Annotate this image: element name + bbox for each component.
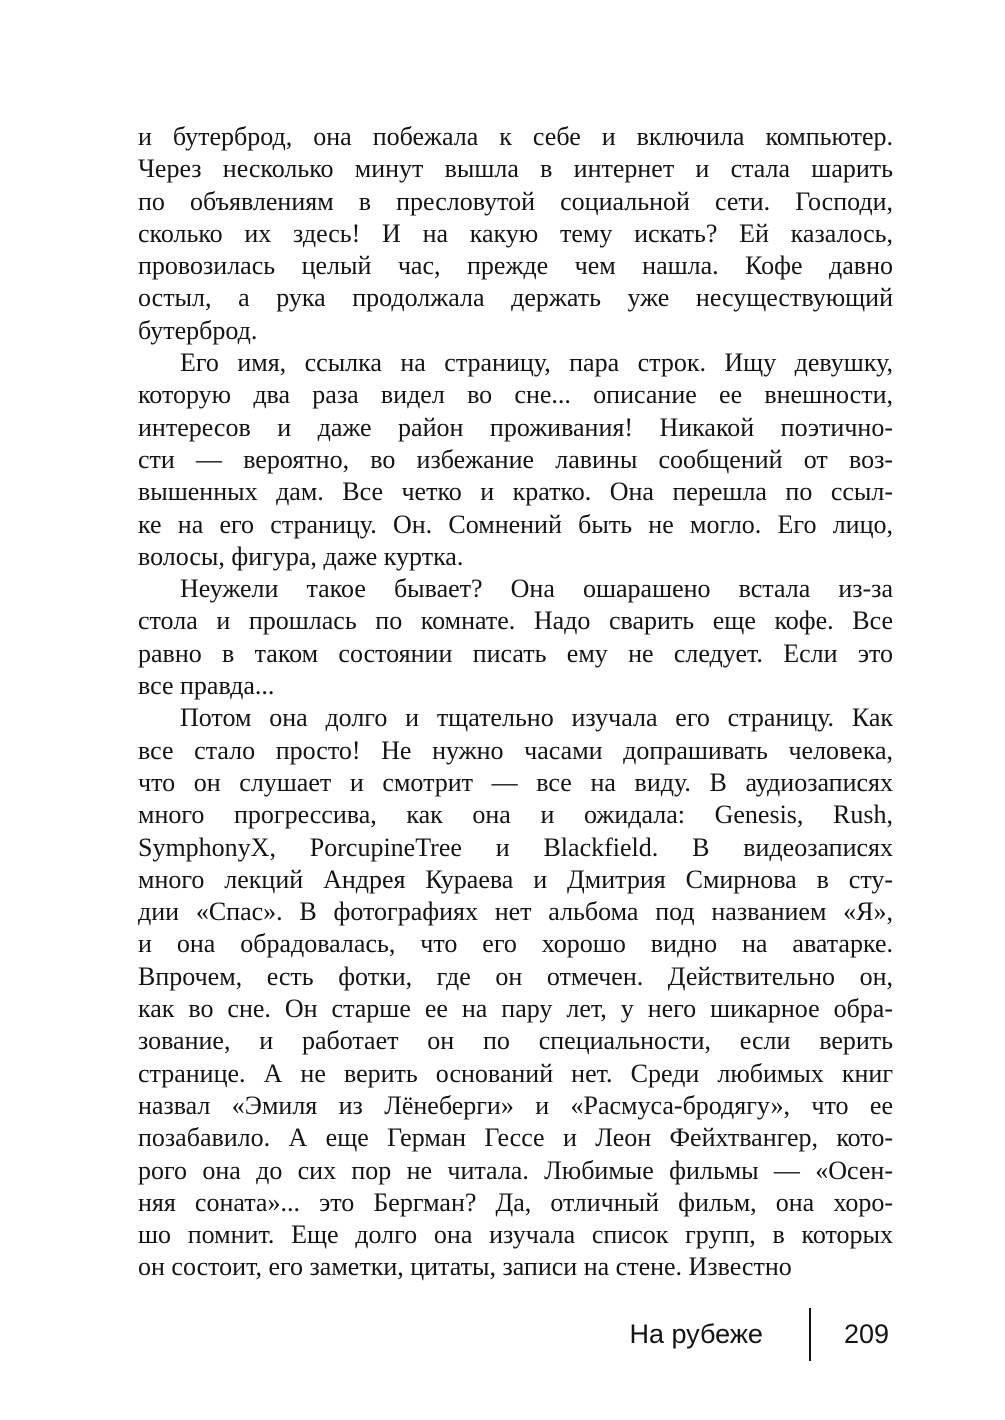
footer-divider-line	[809, 1308, 811, 1361]
text-line: бутерброд.	[138, 315, 258, 345]
page-text	[138, 121, 893, 1284]
text-line: Через несколько минут вышла в интернет и стала шарить	[138, 154, 893, 184]
text-line: по объявлениям в пресловутой социальной сети. Господи,	[138, 186, 893, 216]
text-line: Впрочем, есть фотки, где он отмечен. Действительно он,	[138, 961, 893, 991]
text-line: интересов и даже район проживания! Никакой поэтично-	[138, 412, 893, 442]
text-line: он состоит, его заметки, цитаты, записи на стене. Известно	[138, 1252, 792, 1282]
text-line: дии «Спас». В фотографиях нет альбома под названием «Я»,	[138, 897, 893, 927]
text-line: сти — вероятно, во избежание лавины сообщений от воз-	[138, 444, 893, 474]
text-line: ке на его страницу. Он. Сомнений быть не могло. Его лицо,	[138, 509, 893, 539]
page-footer	[138, 1307, 893, 1361]
text-line: провозилась целый час, прежде чем нашла. Кофе давно	[138, 251, 893, 281]
running-title: На рубеже	[629, 1318, 763, 1349]
text-line: странице. А не верить оснований нет. Среди любимых книг	[138, 1058, 893, 1088]
text-line: и она обрадовалась, что его хорошо видно на аватарке.	[138, 929, 893, 959]
text-line: Потом она долго и тщательно изучала его страницу. Как	[180, 703, 893, 733]
text-line: позабавило. А еще Герман Гессе и Леон Фейхтвангер, кото-	[138, 1123, 893, 1153]
text-line: стола и прошлась по комнате. Надо сварить еще кофе. Все	[138, 606, 893, 636]
page-number: 209	[843, 1318, 889, 1349]
text-line: все правда...	[138, 671, 275, 701]
text-line: много прогрессива, как она и ожидала: Genesis, Rush,	[138, 800, 893, 830]
text-line: рого она до сих пор не читала. Любимые фильмы — «Осен-	[138, 1155, 893, 1185]
text-line: Неужели такое бывает? Она ошарашено встала из-за	[180, 574, 893, 604]
text-line: которую два раза видел во сне... описание ее внешности,	[138, 380, 893, 410]
paragraph	[138, 702, 893, 1283]
paragraph	[138, 121, 893, 347]
text-line: назвал «Эмиля из Лёнеберги» и «Расмуса-бродягу», что ее	[138, 1090, 893, 1120]
text-line: вышенных дам. Все четко и кратко. Она перешла по ссыл-	[138, 477, 893, 507]
paragraph	[138, 347, 893, 573]
text-line: зование, и работает он по специальности, если верить	[138, 1026, 893, 1056]
text-line: няя соната»... это Бергман? Да, отличный фильм, она хоро-	[138, 1187, 893, 1217]
text-line: равно в таком состоянии писать ему не следует. Если это	[138, 638, 893, 668]
paragraph	[138, 573, 893, 702]
text-line: много лекций Андрея Кураева и Дмитрия Смирнова в сту-	[138, 864, 893, 894]
text-line: шо помнит. Еще долго она изучала список групп, в которых	[138, 1220, 893, 1250]
text-line: остыл, а рука продолжала держать уже несуществующий	[138, 283, 893, 313]
text-line: как во сне. Он старше ее на пару лет, у него шикарное обра-	[138, 994, 893, 1024]
text-line: что он слушает и смотрит — все на виду. В аудиозаписях	[138, 767, 893, 797]
text-line: волосы, фигура, даже куртка.	[138, 541, 464, 571]
text-line: SymphonyX, PorcupineTree и Blackfield. В видеозаписях	[138, 832, 893, 862]
text-line: сколько их здесь! И на какую тему искать? Ей казалось,	[138, 218, 893, 248]
text-line: Его имя, ссылка на страницу, пара строк. Ищу девушку,	[180, 348, 893, 378]
text-line: и бутерброд, она побежала к себе и включила компьютер.	[138, 122, 893, 151]
text-line: все стало просто! Не нужно часами допрашивать человека,	[138, 735, 893, 765]
